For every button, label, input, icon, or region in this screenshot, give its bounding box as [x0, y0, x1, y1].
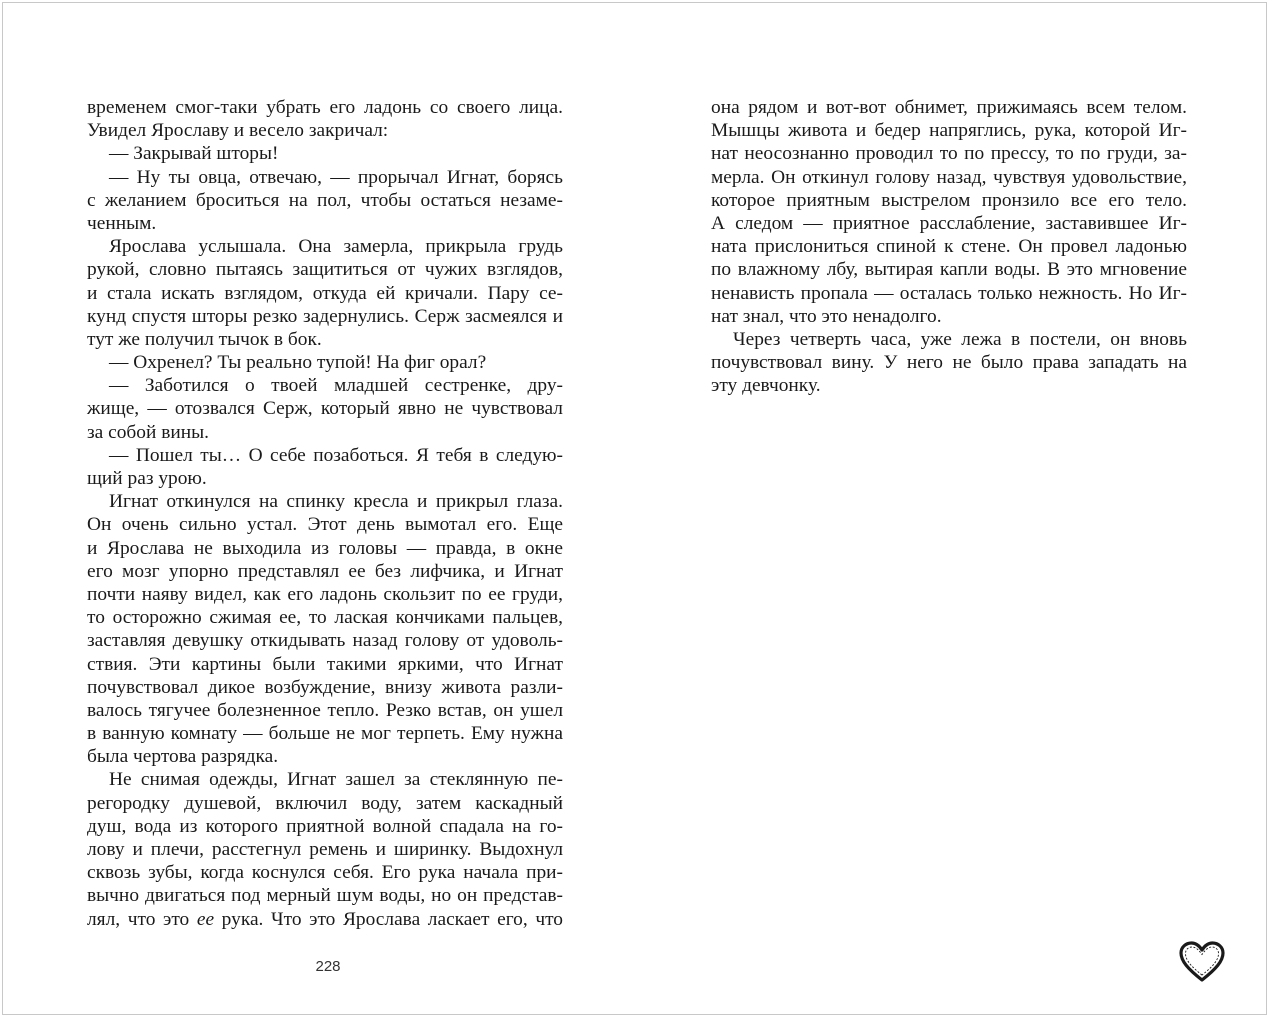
left-page-text	[87, 96, 563, 931]
left-page-text-line: в ванную комнату — больше не мог терпеть. Ему нужна	[87, 723, 563, 745]
right-page-text-line: ненависть пропала — осталась только нежность. Но Иг-	[711, 282, 1187, 304]
right-page-text-line: Через четверть часа, уже лежа в постели, он вновь	[733, 328, 1187, 350]
left-page-text-line: вычно двигаться под мерный шум воды, но он представ-	[87, 885, 563, 907]
left-page-text-line: регородку душевой, включил воду, затем каскадный	[87, 792, 563, 814]
left-page-text-line: Игнат откинулся на спинку кресла и прикрыл глаза.	[109, 491, 563, 513]
right-page-text-line: Мышцы живота и бедер напряглись, рука, которой Иг-	[711, 120, 1187, 142]
right-page-text-line: А следом — приятное расслабление, заставившее Иг-	[711, 212, 1187, 234]
left-page-text-line: лову и плечи, расстегнул ремень и ширинку. Выдохнул	[87, 839, 563, 860]
left-page-text-line: Увидел Ярославу и весело закричал:	[87, 120, 389, 142]
right-page-text-line: которое приятным выстрелом пронзило все его тело.	[711, 189, 1187, 211]
left-page-text-line: заставляя девушку откидывать назад голову от удоволь-	[87, 630, 563, 652]
right-page-text	[711, 96, 1187, 397]
left-page-text-line: жище, — отозвался Серж, который явно не чувствовал	[87, 398, 563, 420]
page-number: 228	[315, 958, 341, 975]
left-page-text-line: с желанием броситься на пол, чтобы остаться незаме-	[87, 189, 563, 211]
right-page-text-line: мерла. Он откинул голову назад, чувствуя удовольствие,	[711, 166, 1187, 188]
left-page-text-line: — Заботился о твоей младшей сестренке, дру-	[109, 375, 563, 397]
right-page-text-line: ната прислониться спиной к стене. Он провел ладонью	[711, 236, 1187, 258]
left-page-text-line: его мозг упорно представлял ее без лифчика, и Игнат	[87, 560, 563, 582]
right-page-text-line: нат знал, что это ненадолго.	[711, 305, 942, 327]
left-page-text-line: временем смог-таки убрать его ладонь со своего лица.	[87, 97, 563, 118]
left-page-text-line: щий раз урою.	[87, 468, 207, 489]
left-page-text-line: Ярослава услышала. Она замерла, прикрыла грудь	[109, 236, 563, 258]
left-page-text-line: ствия. Эти картины были такими яркими, что Игнат	[87, 653, 563, 675]
left-page-text-line: и стала искать взглядом, откуда ей кричали. Пару се-	[87, 282, 563, 304]
left-page-text-line: Он очень сильно устал. Этот день вымотал его. Еще	[87, 514, 563, 536]
left-page-text-line: кунд спустя шторы резко задернулись. Серж засмеялся и	[87, 305, 563, 327]
right-page-text-line: эту девчонку.	[711, 375, 821, 397]
heart-outline-icon	[1178, 940, 1226, 984]
left-page-text-line: была чертова разрядка.	[87, 746, 279, 768]
left-page-text-line: Не снимая одежды, Игнат зашел за стеклянную пе-	[109, 769, 563, 791]
left-page-text-line: — Охренел? Ты реально тупой! На фиг орал?	[109, 352, 487, 374]
left-page-text-line: — Ну ты овца, отвечаю, — прорычал Игнат, борясь	[109, 166, 563, 188]
left-page-text-line: тут же получил тычок в бок.	[87, 328, 322, 350]
left-page-text-line: — Закрывай шторы!	[109, 143, 279, 165]
left-page-text-line: почувствовал дикое возбуждение, внизу живота разли-	[87, 676, 563, 698]
book-spread	[2, 2, 1267, 1015]
left-page-text-line: лял, что это ее рука. Что это Ярослава ласкает его, что	[87, 908, 563, 930]
left-page-text-line: душ, вода из которого приятной волной спадала на го-	[87, 815, 563, 837]
left-page-text-line: валось тягучее болезненное тепло. Резко встав, он ушел	[87, 699, 563, 721]
right-page-text-line: она рядом и вот-вот обнимет, прижимаясь всем телом.	[711, 97, 1187, 118]
right-page-text-line: по влажному лбу, вытирая капли воды. В это мгновение	[711, 259, 1187, 281]
left-page-text-line: и Ярослава не выходила из головы — правда, в окне	[87, 537, 563, 559]
left-page-text-line: то осторожно сжимая ее, то лаская кончиками пальцев,	[87, 607, 563, 629]
left-page-text-line: почти наяву видел, как его ладонь скользит по ее груди,	[87, 583, 563, 605]
left-page-text-line: сквозь зубы, когда коснулся себя. Его рука начала при-	[87, 862, 563, 884]
left-page-text-line: ченным.	[87, 212, 157, 234]
right-page-text-line: нат неосознанно проводил то по прессу, то по груди, за-	[711, 143, 1187, 165]
left-page-text-line: рукой, словно пытаясь защититься от чужих взглядов,	[87, 259, 563, 281]
left-page-text-line: за собой вины.	[87, 421, 209, 443]
right-page-text-line: почувствовал вину. У него не было права западать на	[711, 352, 1187, 374]
emphasis-word: ее	[196, 908, 215, 930]
left-page-text-line: — Пошел ты… О себе позаботься. Я тебя в следую-	[109, 444, 563, 466]
